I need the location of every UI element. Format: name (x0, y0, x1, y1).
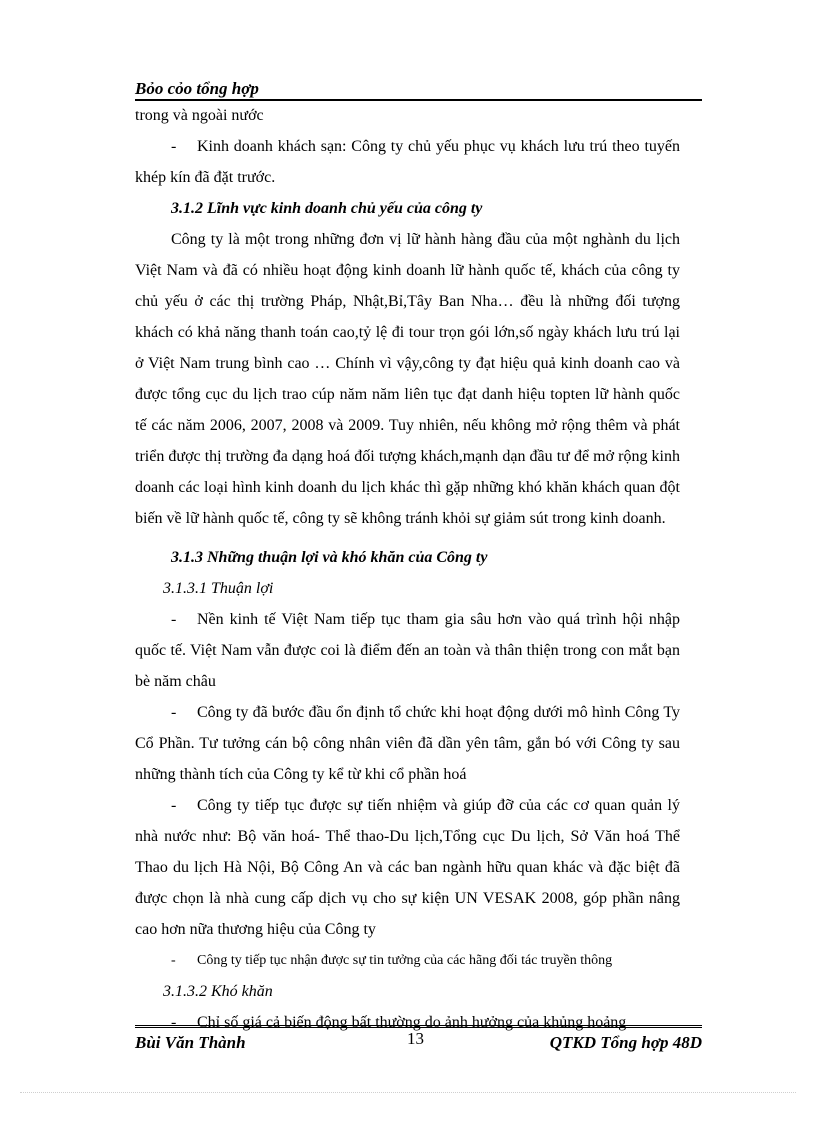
bullet-text: Kinh doanh khách sạn: Công ty chủ yếu phục vụ khách lưu trú theo tuyến khép kín đã đặt trước. (135, 138, 680, 186)
bullet-text: Công ty tiếp tục được sự tiến nhiệm và giúp đỡ của các cơ quan quản lý nhà nước như: Bộ văn hoá- Thể thao-Du lịch,Tổng cục Du lịch, Sở Văn hoá Thể Thao du lịch Hà Nội, Bộ Công An và các ban ngành hữu quan khác và đặc biệt đã được chọn là nhà cung cấp dịch vụ cho sự kiện UN VESAK 2008, góp phần nâng cao hơn nữa thương hiệu của Công ty (135, 797, 680, 938)
bullet-text: Nền kinh tế Việt Nam tiếp tục tham gia sâu hơn vào quá trình hội nhập quốc tế. Việt Nam vẫn được coi là điểm đến an toàn và thân thiện trong con mắt bạn bè năm châu (135, 611, 680, 690)
page-number: 13 (407, 1029, 424, 1048)
paragraph: Công ty là một trong những đơn vị lữ hành hàng đầu của một nghành du lịch Việt Nam và đã có nhiều hoạt động kinh doanh lữ hành quốc tế, khách của công ty chủ yếu ở các thị trường Pháp, Nhật,Bỉ,Tây Ban Nha… đều là những đối tượng khách có khả năng thanh toán cao,tỷ lệ đi tour trọn gói lớn,số ngày khách lưu trú lại ở Việt Nam trung bình cao … Chính vì vậy,công ty đạt hiệu quả kinh doanh cao và được tổng cục du lịch trao cúp năm năm liên tục đạt danh hiệu topten lữ hành quốc tế các năm 2006, 2007, 2008 và 2009. Tuy nhiên, nếu không mở rộng thêm và phát triển được thị trường đa dạng hoá đối tượng khách,mạnh dạn đầu tư để mở rộng kinh doanh các loại hình kinh doanh du lịch khác thì gặp những khó khăn khách quan đột biến về lữ hành quốc tế, công ty sẽ không tránh khỏi sự giảm sút trong kinh doanh. (135, 231, 680, 527)
bullet-mark: - (171, 611, 177, 628)
section-heading-3-1-3: 3.1.3 Những thuận lợi và khó khăn của Công ty (171, 549, 488, 566)
bullet-mark: - (171, 138, 177, 155)
bullet-mark: - (171, 953, 176, 968)
page-header (135, 77, 702, 101)
bullet-mark: - (171, 797, 177, 814)
paragraph: trong và ngoài nước (135, 107, 264, 124)
subsection-heading-thuan-loi: 3.1.3.1 Thuận lợi (163, 580, 274, 597)
bullet-item (135, 790, 680, 945)
bullet-text: Công ty tiếp tục nhận được sự tin tưởng của các hãng đối tác truyền thông (197, 953, 613, 968)
bullet-item (135, 945, 680, 976)
header-title: Bỏo cỏo tổng hợp (135, 79, 259, 98)
subsection-heading-kho-khan: 3.1.3.2 Khó khăn (163, 983, 273, 1000)
section-heading-3-1-2: 3.1.2 Lĩnh vực kinh doanh chủ yếu của công ty (171, 200, 483, 217)
page-footer (135, 1025, 702, 1054)
footer-class: QTKD Tổng hợp 48D (549, 1033, 702, 1052)
bullet-mark: - (171, 1014, 177, 1031)
bullet-item (135, 604, 680, 697)
bullet-text: Công ty đã bước đầu ổn định tổ chức khi hoạt động dưới mô hình Công Ty Cổ Phần. Tư tưởng cán bộ công nhân viên đã dần yên tâm, gắn bó với Công ty sau những thành tích của Công ty kể từ khi cổ phần hoá (135, 704, 680, 783)
bullet-text: Chỉ số giá cả biến động bất thường do ảnh hưởng của khủng hoảng (197, 1014, 627, 1031)
page-bottom-divider (20, 1092, 796, 1093)
bullet-mark: - (171, 704, 177, 721)
document-body (135, 100, 680, 1038)
bullet-item (135, 131, 680, 193)
bullet-item (135, 697, 680, 790)
footer-author: Bùi Văn Thành (135, 1033, 246, 1052)
